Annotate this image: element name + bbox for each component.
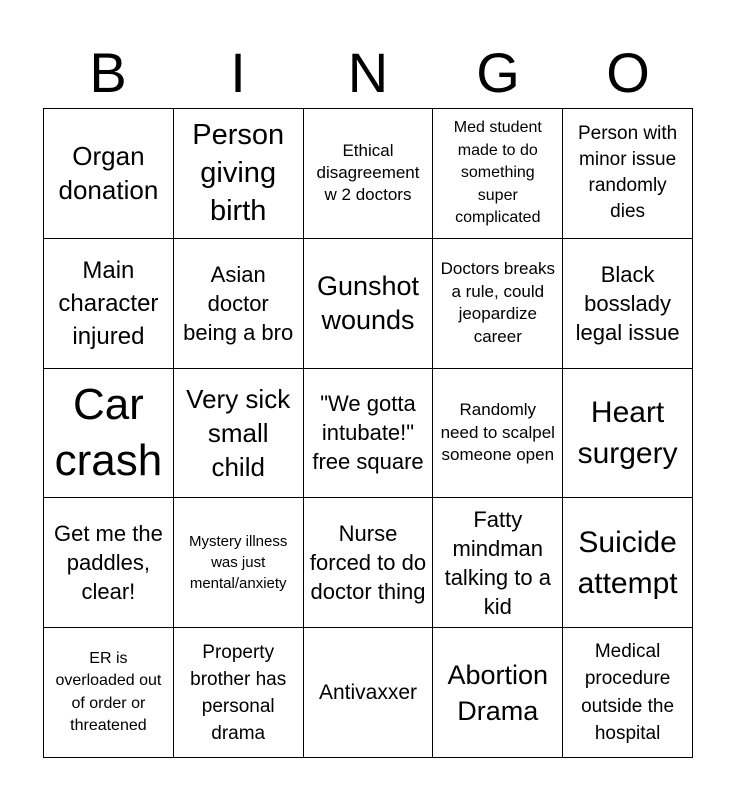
bingo-cell[interactable] <box>44 628 174 758</box>
bingo-cell-text: Abortion Drama <box>447 659 549 726</box>
bingo-cell-text: Med student made to do something super complicated <box>453 119 542 227</box>
bingo-cell-text: Person giving birth <box>192 119 285 228</box>
bingo-cell[interactable] <box>563 369 693 499</box>
bingo-cell-text: Get me the paddles, clear! <box>53 521 163 605</box>
bingo-cell-text: Very sick small child <box>186 383 291 482</box>
bingo-cell[interactable] <box>433 498 563 628</box>
header-letter-b: B <box>89 41 127 104</box>
bingo-cell[interactable] <box>563 498 693 628</box>
header-letter-o: O <box>606 41 650 104</box>
bingo-cell[interactable] <box>174 109 304 239</box>
bingo-cell[interactable] <box>433 109 563 239</box>
bingo-cell[interactable] <box>433 239 563 369</box>
bingo-cell[interactable] <box>433 369 563 499</box>
bingo-cell[interactable] <box>174 239 304 369</box>
bingo-cell-text: "We gotta intubate!" free square <box>312 391 424 475</box>
bingo-cell[interactable] <box>304 239 434 369</box>
bingo-cell-text: Nurse forced to do doctor thing <box>309 521 427 605</box>
header-letter-n: N <box>347 41 389 104</box>
bingo-cell[interactable] <box>563 109 693 239</box>
bingo-cell-text: Person with minor issue randomly dies <box>577 123 678 223</box>
header-letter-i: I <box>230 41 246 104</box>
bingo-card-grid <box>43 108 693 758</box>
bingo-cell[interactable] <box>304 109 434 239</box>
bingo-cell[interactable] <box>304 369 434 499</box>
bingo-cell-text: Property brother has personal drama <box>190 641 287 744</box>
bingo-cell[interactable] <box>174 628 304 758</box>
bingo-cell[interactable] <box>44 239 174 369</box>
bingo-cell-text: Doctors breaks a rule, could jeopardize career <box>440 259 555 346</box>
bingo-cell[interactable] <box>44 498 174 628</box>
bingo-cell[interactable] <box>304 498 434 628</box>
bingo-cell-text: Organ donation <box>58 141 159 206</box>
bingo-cell[interactable] <box>44 369 174 499</box>
bingo-cell[interactable] <box>174 369 304 499</box>
bingo-cell-text: Car crash <box>54 379 163 485</box>
bingo-cell-text: ER is overloaded out of order or threatened <box>55 649 162 735</box>
bingo-cell[interactable] <box>304 628 434 758</box>
bingo-cell-text: Heart surgery <box>577 395 678 470</box>
bingo-cell-text: Fatty mindman talking to a kid <box>444 506 551 619</box>
bingo-cell[interactable] <box>174 498 304 628</box>
bingo-cell-text: Black bosslady legal issue <box>575 261 680 345</box>
bingo-cell-text: Ethical disagreement w 2 doctors <box>316 141 420 205</box>
bingo-cell-text: Medical procedure outside the hospital <box>581 640 675 745</box>
header-letter-g: G <box>476 41 520 104</box>
bingo-cell-text: Randomly need to scalpel someone open <box>440 400 555 465</box>
bingo-cell-text: Antivaxxer <box>318 680 418 704</box>
bingo-cell-text: Mystery illness was just mental/anxiety <box>189 533 288 593</box>
bingo-cell[interactable] <box>563 239 693 369</box>
bingo-cell-text: Asian doctor being a bro <box>183 261 294 345</box>
bingo-cell[interactable] <box>563 628 693 758</box>
bingo-cell[interactable] <box>433 628 563 758</box>
bingo-cell[interactable] <box>44 109 174 239</box>
bingo-cell-text: Gunshot wounds <box>316 271 420 336</box>
bingo-cell-text: Main character injured <box>58 256 159 350</box>
bingo-cell-text: Suicide attempt <box>577 525 678 600</box>
bingo-header <box>43 38 693 108</box>
